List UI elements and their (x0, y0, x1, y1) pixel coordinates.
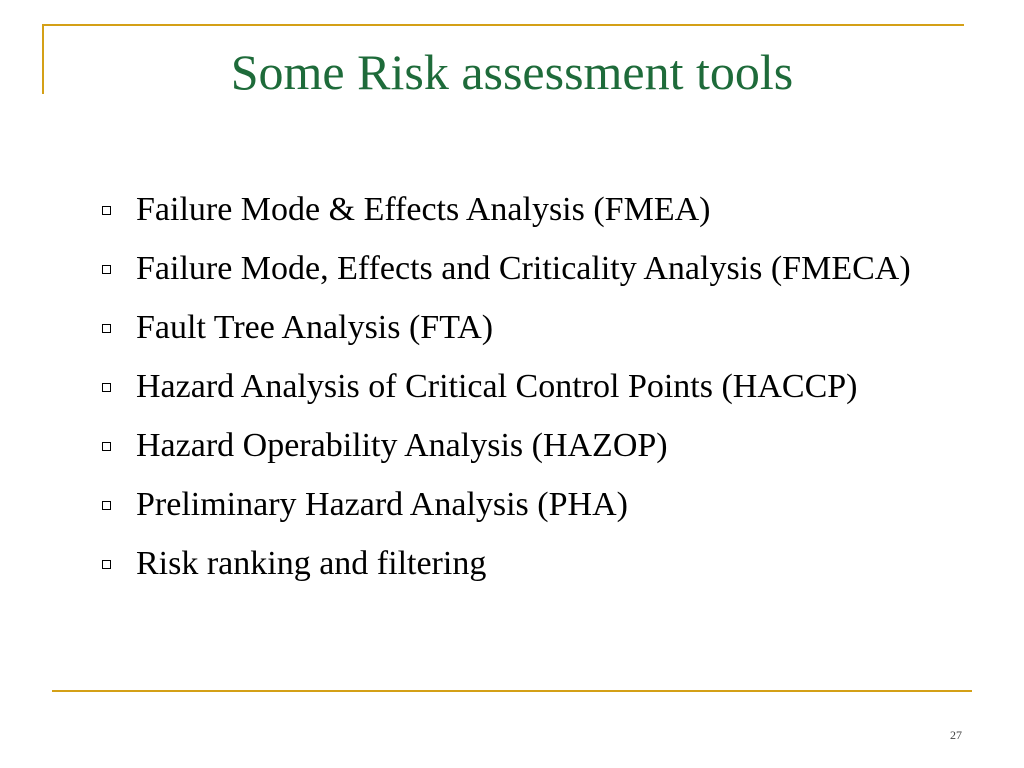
bullet-text: Fault Tree Analysis (FTA) (136, 309, 494, 346)
bullet-list (100, 186, 960, 599)
bullet-text: Risk ranking and filtering (136, 545, 487, 582)
hollow-square-bullet-icon (102, 442, 111, 451)
bullet-text: Failure Mode, Effects and Criticality Analysis (FMECA) (136, 250, 911, 287)
slide-title: Some Risk assessment tools (230, 44, 794, 100)
bullet-text: Preliminary Hazard Analysis (PHA) (136, 486, 628, 523)
top-frame-line (42, 24, 964, 26)
list-item (100, 422, 960, 469)
hollow-square-bullet-icon (102, 265, 111, 274)
hollow-square-bullet-icon (102, 501, 111, 510)
footer-divider (52, 690, 972, 692)
list-item (100, 245, 960, 292)
list-item (100, 481, 960, 528)
hollow-square-bullet-icon (102, 383, 111, 392)
bullet-text: Failure Mode & Effects Analysis (FMEA) (136, 191, 711, 228)
bullet-text: Hazard Operability Analysis (HAZOP) (136, 427, 668, 464)
list-item (100, 186, 960, 233)
bullet-text: Hazard Analysis of Critical Control Points (HACCP) (136, 368, 858, 405)
page-number: 27 (950, 728, 962, 742)
list-item (100, 304, 960, 351)
hollow-square-bullet-icon (102, 560, 111, 569)
list-item (100, 540, 960, 587)
hollow-square-bullet-icon (102, 324, 111, 333)
list-item (100, 363, 960, 410)
hollow-square-bullet-icon (102, 206, 111, 215)
